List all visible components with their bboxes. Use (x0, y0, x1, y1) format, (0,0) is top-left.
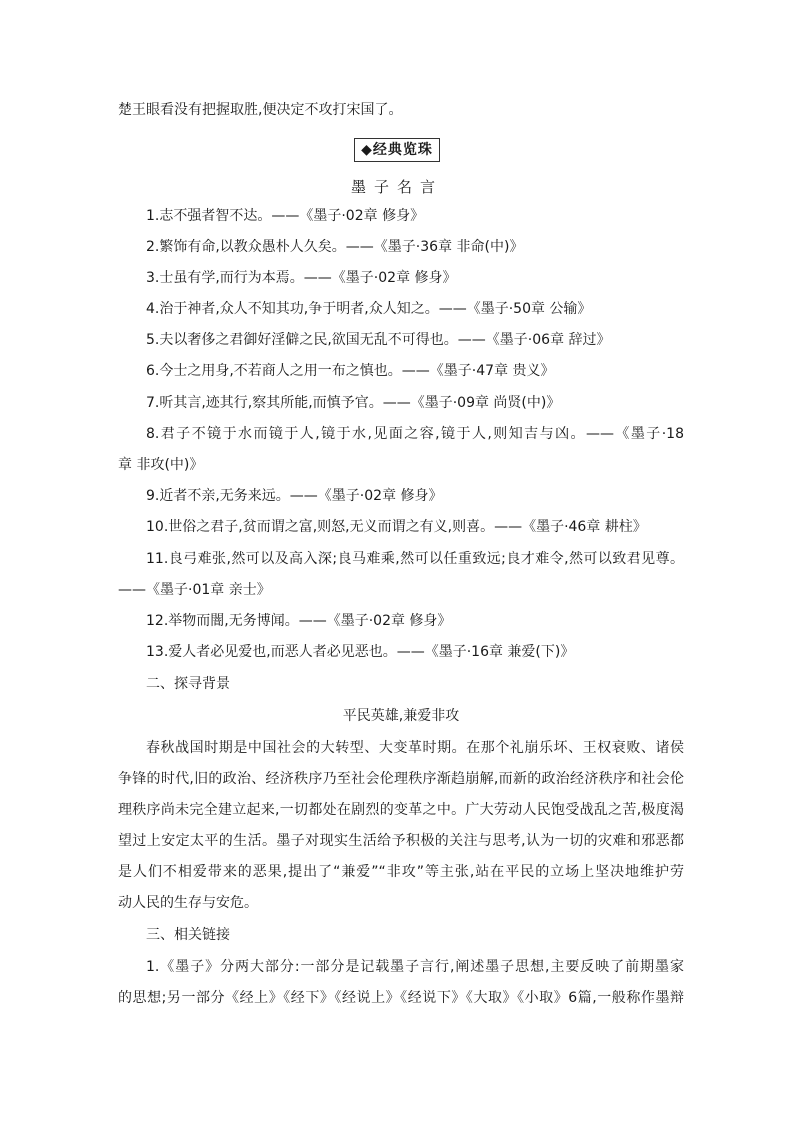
quote-line: 3.士虽有学,而行为本焉。——《墨子·02章 修身》 (146, 270, 457, 286)
paragraph-line: 争锋的时代,旧的政治、经济秩序乃至社会伦理秩序渐趋崩解,而新的政治经济秩序和社会伦 (118, 771, 684, 787)
background-title: 平民英雄,兼爱非攻 (342, 708, 460, 724)
quote-line: 4.治于神者,众人不知其功,争于明者,众人知之。——《墨子·50章 公输》 (146, 301, 592, 317)
section-box-label: ◆经典览珠 (354, 138, 440, 162)
quote-line: 13.爱人者必见爱也,而恶人者必见恶也。——《墨子·16章 兼爱(下)》 (146, 644, 575, 660)
intro-line: 楚王眼看没有把握取胜,便决定不攻打宋国了。 (118, 102, 403, 118)
paragraph-line: 春秋战国时期是中国社会的大转型、大变革时期。在那个礼崩乐坏、王权衰败、诸侯 (146, 740, 684, 756)
paragraph-line: 动人民的生存与安危。 (118, 895, 258, 911)
quote-line: 5.夫以奢侈之君御好淫僻之民,欲国无乱不可得也。——《墨子·06章 辞过》 (146, 332, 611, 348)
paragraph-line: 望过上安定太平的生活。墨子对现实生活给予积极的关注与思考,认为一切的灾难和邪恶都 (118, 833, 684, 849)
quote-line: 10.世俗之君子,贫而谓之富,则怒,无义而谓之有义,则喜。——《墨子·46章 耕柱》 (146, 519, 647, 535)
quote-line: 9.近者不亲,无务来远。——《墨子·02章 修身》 (146, 488, 443, 504)
section-box-wrap (0, 138, 794, 162)
quote-line: 8.君子不镜于水而镜于人,镜于水,见面之容,镜于人,则知吉与凶。——《墨子·18 (146, 426, 684, 442)
section-heading: 二、探寻背景 (146, 676, 230, 692)
quote-line: 7.听其言,迹其行,察其所能,而慎予官。——《墨子·09章 尚贤(中)》 (146, 395, 561, 411)
quote-line: 1.志不强者智不达。——《墨子·02章 修身》 (146, 208, 425, 224)
paragraph-line: 1.《墨子》分两大部分:一部分是记载墨子言行,阐述墨子思想,主要反映了前期墨家 (146, 959, 684, 975)
quote-line-continued: ——《墨子·01章 亲士》 (118, 582, 271, 598)
paragraph-line: 是人们不相爱带来的恶果,提出了“兼爱”“非攻”等主张,站在平民的立场上坚决地维护劳 (118, 864, 684, 880)
section-heading: 三、相关链接 (146, 927, 230, 943)
quote-line: 12.举物而闇,无务博闻。——《墨子·02章 修身》 (146, 613, 452, 629)
paragraph-line: 的思想;另一部分《经上》《经下》《经说上》《经说下》《大取》《小取》6篇,一般称作墨辩 (118, 990, 684, 1006)
quote-line: 2.繁饰有命,以教众愚朴人久矣。——《墨子·36章 非命(中)》 (146, 239, 524, 255)
quote-line: 11.良弓难张,然可以及高入深;良马难乘,然可以任重致远;良才难令,然可以致君见尊。 (146, 551, 684, 567)
quote-line: 6.今士之用身,不若商人之用一布之慎也。——《墨子·47章 贵义》 (146, 363, 555, 379)
paragraph-line: 理秩序尚未完全建立起来,一切都处在剧烈的变革之中。广大劳动人民饱受战乱之苦,极度渴 (118, 802, 684, 818)
quote-line-continued: 章 非攻(中)》 (118, 457, 204, 473)
section-title: 墨子名言 (350, 178, 443, 196)
